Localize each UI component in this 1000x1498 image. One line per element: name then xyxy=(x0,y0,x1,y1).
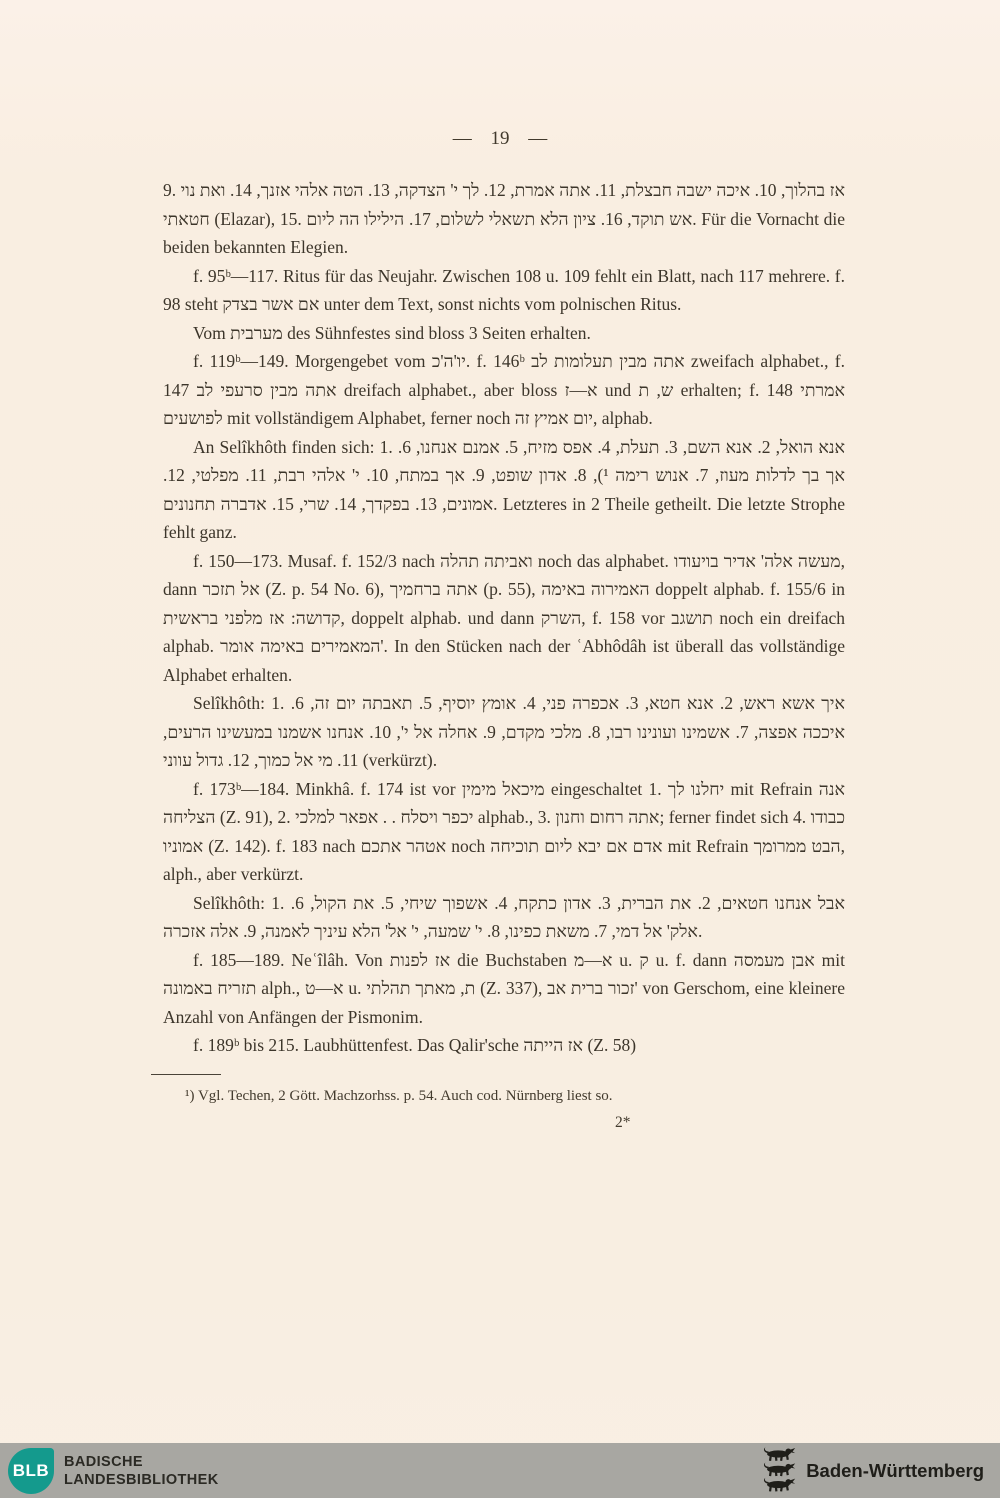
body-paragraph: f. 95ᵇ—117. Ritus für das Neujahr. Zwischen 108 u. 109 fehlt ein Blatt, nach 117 mehrere. f. 98 steht אם אשר בצדק unter dem Text, sonst nichts vom polnischen Ritus. xyxy=(163,265,845,314)
body-paragraph: Selîkhôth: 1. איך אשא ראש, 2. אנא חטא, 3. אכפרה פני, 4. אומץ יוסיף, 5. תאבתה יום זה, 6. איככה אפצה, 7. אשמינו ועונינו רבו, 8. מלכי מקדם, 9. אחלה אל י', 10. אנחנו אשמנו במעשינו הרעים, 11. מי אל כמוך, 12. גדול עווני (verkürzt). xyxy=(163,693,845,770)
blb-logo: BLB xyxy=(8,1448,54,1494)
body-paragraph: f. 173ᵇ—184. Minkhâ. f. 174 ist vor מיכאל מימין eingeschaltet 1. יחלנו לך mit Refrain אנה הצליחה (Z. 91), 2. יכפר ויסלח . . אפאר למלכי alphab., 3. אתה רחום וחנון; ferner findet sich 4. כבודו אמוניו (Z. 142). f. 183 nach אטהר אתכם noch אדם אם יבא ליום תוכיחה mit Refrain הבט ממרומך, alph., aber verkürzt. xyxy=(163,778,846,884)
body-paragraph: Vom מערבית des Sühnfestes sind bloss 3 Seiten erhalten. xyxy=(193,322,591,343)
body-paragraph: f. 189ᵇ bis 215. Laubhüttenfest. Das Qalir'sche אז הייתה (Z. 58) xyxy=(193,1035,637,1055)
page-number: — 19 — xyxy=(452,128,548,149)
body-paragraph: f. 150—173. Musaf. f. 152/3 nach ואביתה תהלה noch das alphabet. מעשה אלה' אדיר בויעודו, dann אל תזכר (Z. p. 54 No. 6), אתה ברחמיך (p. 55), האמירוה באימה doppelt alphab. f. 155/6 in קדושה: אז מלפני בראשית, doppelt alphab. und dann השרק, f. 158 vor תושגב noch ein dreifach alphab. המאמירים באימה אומר'. In den Stücken nach der ʿAbhôdâh ist überall das vollständige Alphabet erhalten. xyxy=(163,550,846,685)
library-branding-bar xyxy=(0,1443,1000,1498)
body-paragraph: An Selîkhôth finden sich: 1. אנא הואל, 2. אנא השם, 3. תעלת, 4. אפס מזיח, 5. אמנם אנחנו, 6. אך בך לדלות מעוז, 7. אנוש רימה ¹), 8. אדון שופט, 9. אך במתח, 10. י' אלהי רבת, 11. מפלטי, 12. אמונים, 13. בפקדך, 14. שרי, 15. אדברה תחנונים. Letzteres in 2 Theile getheilt. Die letzte Strophe fehlt ganz. xyxy=(163,436,846,542)
body-paragraph: f. 185—189. Neʿîlâh. Von אז לפנות die Buchstaben א—מ u. ק u. f. dann אבן מעמסה mit תזריח באמונה alph., א—ט u. ת, מאתך תהלתי (Z. 337), זכור ברית אב' von Gerschom, eine kleinere Anzahl von Anfängen der Pismonim. xyxy=(163,949,846,1027)
three-lions-icon xyxy=(762,1447,796,1495)
body-paragraph: f. 119ᵇ—149. Morgengebet vom יו'ה'כ. f. 146ᵇ אתה מבין תעלומות לב zweifach alphabet., f. 147 אתה מבין סרעפי לב dreifach alphabet., aber bloss א—ז und ש, ת erhalten; f. 148 אמרתי לפושעים mit vollständigem Alphabet, ferner noch יום אמיץ זה, alphab. xyxy=(163,351,845,428)
page-text-block xyxy=(163,176,845,1137)
footnote-separator xyxy=(151,1074,221,1075)
library-name-line1: BADISCHE xyxy=(64,1453,143,1470)
footnote: ¹) Vgl. Techen, 2 Gött. Machzorhss. p. 54. Auch cod. Nürnberg liest so. xyxy=(185,1087,613,1104)
library-name-line2: LANDESBIBLIOTHEK xyxy=(64,1471,219,1488)
body-paragraph: 9. אז בהלוך, 10. איכה ישבה חבצלת, 11. אתה אמרת, 12. לך י' הצדקה, 13. הטה אלהי אזנך, 14. ואת נוי חטאתי (Elazar), 15. אש תוקד, 16. ציון הלא תשאלי לשלום, 17. הילילו הה ליום. Für die Vornacht die beiden bekannten Elegien. xyxy=(163,180,846,257)
state-name: Baden-Württemberg xyxy=(806,1459,984,1481)
body-paragraph: Selîkhôth: 1. אבל אנחנו חטאים, 2. את הברית, 3. אדון כתקח, 4. אשפוך שיחי, 5. את הקול, 6. אלק' אל דמי, 7. משאת כפינו, 8. י' שמעה, י' אל' הלא עיניך לאמנה, 9. אלה אזכרה. xyxy=(163,892,845,941)
library-name xyxy=(64,1453,219,1489)
sheet-signature: 2* xyxy=(615,1113,631,1131)
